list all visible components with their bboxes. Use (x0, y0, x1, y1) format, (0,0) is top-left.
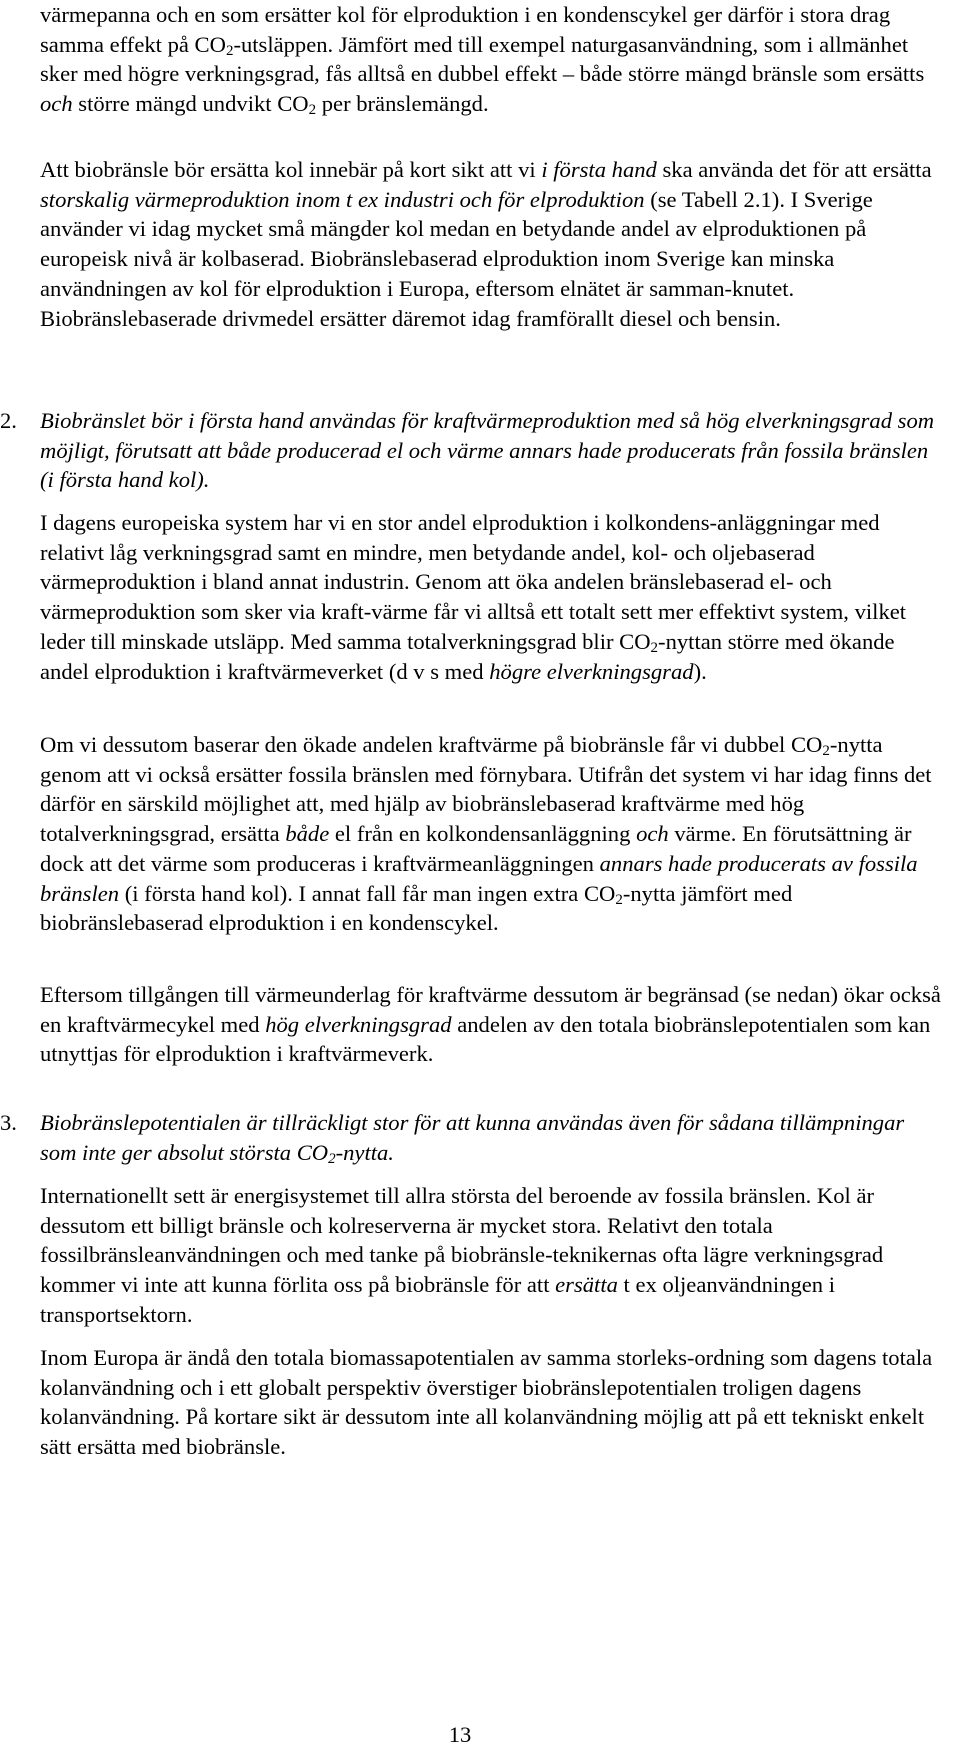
paragraph-intro: värmepanna och en som ersätter kol för elproduktion i en kondenscykel ger därför i stora drag samma effekt på $CO_2$-utsläppen. Jämfört med till exempel naturgasanvändning, som i allmänhet sker med högre verkningsgrad, fås alltså en dubbel effekt – både större mängd bränsle som ersätts och större mängd undvikt $CO_2$ per bränslemängd. (40, 2, 925, 119)
paragraph-varmeunderlag: Eftersom tillgången till värmeunderlag för kraftvärme dessutom är begränsad (se nedan) ökar också en kraftvärmecykel med hög elverkningsgrad andelen av den totala biobränslepotentialen som kan utnyttjas för elproduktion i kraftvärmeverk. (40, 982, 941, 1067)
list-heading: Biobränslet bör i första hand användas för kraftvärmeproduktion med så hög elverkningsgrad som möjligt, förutsatt att både producerad el och värme annars hade producerats från fossila bränslen (i första hand kol). (40, 408, 935, 493)
paragraph-inom-europa: Inom Europa är ändå den totala biomassapotentialen av samma storleks-ordning som dagens totala kolanvändning och i ett globalt perspektiv överstiger biobränslepotentialen troligen dagens kolanvändning. På kortare sikt är dessutom inte all kolanvändning möjlig att på ett tekniskt enkelt sätt ersätta med biobränsle. (40, 1345, 933, 1460)
page-number: 13 (448, 1722, 472, 1747)
list-heading: Biobränslepotentialen är tillräckligt stor för att kunna användas även för sådana tillämpningar som inte ger absolut största $CO_2$-nytta. (40, 1110, 905, 1167)
paragraph-biobransle-kol: Att biobränsle bör ersätta kol innebär på kort sikt att vi i första hand ska använda det för att ersätta storskalig värmeproduktion inom t ex industri och för elproduktion (se Tabell 2.1). I Sverige använder vi idag mycket små mängder kol medan en betydande andel av elproduktionen på europeisk nivå är kolbaserad. Biobränslebaserad elproduktion inom Sverige kan minska användningen av kol för elproduktion i Europa, eftersom elnätet är samman-knutet. Biobränslebaserade drivmedel ersätter däremot idag framförallt diesel och bensin. (40, 157, 932, 331)
paragraph-dubbel-nytta: Om vi dessutom baserar den ökade andelen kraftvärme på biobränsle får vi dubbel $CO_2$-nytta genom att vi också ersätter fossila bränslen med förnybara. Utifrån det system vi har idag finns det därför en särskild möjlighet att, med hjälp av biobränslebaserad kraftvärme med hög totalverkningsgrad, ersätta både el från en kolkondensanläggning och värme. En förutsättning är dock att det värme som produceras i kraftvärmeanläggningen annars hade producerats av fossila bränslen (i första hand kol). I annat fall får man ingen extra $CO_2$-nytta jämfört med biobränslebaserad elproduktion i en kondenscykel. (40, 732, 932, 936)
list-number: 2. (0, 408, 17, 433)
paragraph-europeiska-system: I dagens europeiska system har vi en stor andel elproduktion i kolkondens-anläggningar med relativt låg verkningsgrad samt en mindre, men betydande andel, kol- och oljebaserad värmeproduktion i bland annat industrin. Genom att öka andelen bränslebaserad el- och värmeproduktion som sker via kraft-värme får vi alltså ett totalt sett mer effektivt system, vilket leder till minskade utsläpp. Med samma totalverkningsgrad blir $CO_2$-nyttan större med ökande andel elproduktion i kraftvärmeverket (d v s med högre elverkningsgrad). (40, 510, 907, 684)
list-number: 3. (0, 1110, 17, 1135)
paragraph-internationellt: Internationellt sett är energisystemet till allra största del beroende av fossila bränslen. Kol är dessutom ett billigt bränsle och kolreserverna är mycket stora. Relativt den totala fossilbränsleanvändningen och med tanke på biobränsle-teknikernas ofta lägre verkningsgrad kommer vi inte att kunna förlita oss på biobränsle för att ersätta t ex oljeanvändningen i transportsektorn. (40, 1183, 884, 1327)
